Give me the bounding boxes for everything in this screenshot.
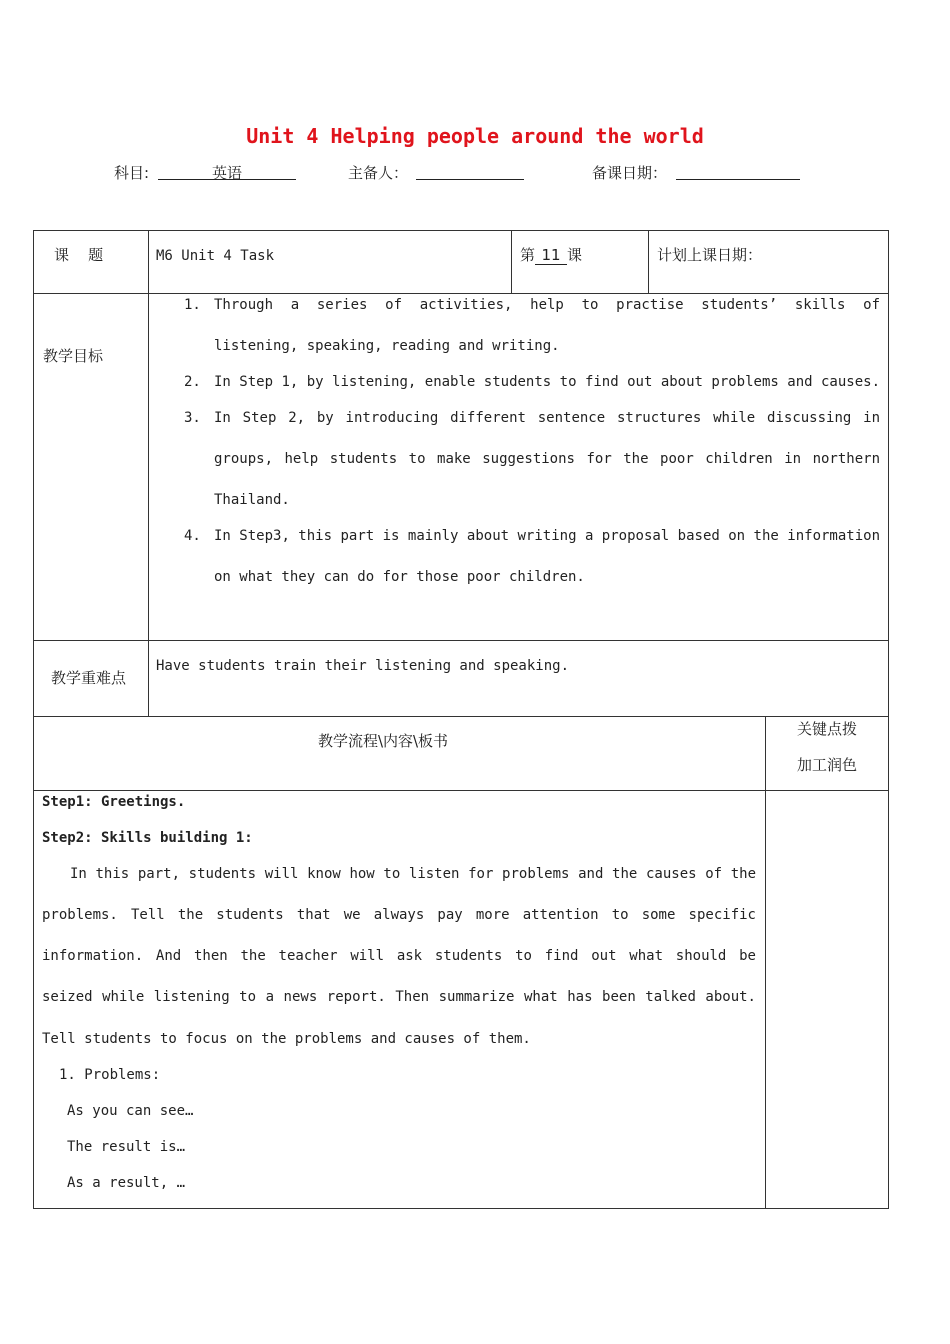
process-header: 教学流程\内容\板书 <box>317 732 449 750</box>
paragraph-line: In this part, students will know how to listen for problems and the causes of the <box>70 866 756 882</box>
objectives-label: 教学目标 <box>43 347 104 365</box>
topic-label <box>54 245 103 265</box>
phrase-item: As you can see… <box>67 1103 194 1119</box>
step2-heading: Step2: Skills building 1: <box>42 830 253 846</box>
key-points-text: Have students train their listening and speaking. <box>156 658 570 674</box>
paragraph-line: Tell students to focus on the problems and causes of them. <box>42 1031 531 1047</box>
objective-line: In Step 1, by listening, enable students to find out about problems and causes. <box>214 374 880 390</box>
lesson-prefix: 第 <box>520 246 536 264</box>
meta-row <box>0 162 950 184</box>
lesson-suffix: 课 <box>567 246 583 264</box>
lesson-number: 11 <box>535 247 567 265</box>
plan-date-label: 计划上课日期： <box>657 246 763 264</box>
side-header-line2: 加工润色 <box>796 756 857 774</box>
objective-line: listening, speaking, reading and writing. <box>214 338 560 354</box>
objective-line: on what they can do for those poor children. <box>214 569 585 585</box>
objective-number: 4. <box>184 528 201 544</box>
topic-label-text: 课 题 <box>54 246 104 264</box>
document-title: Unit 4 Helping people around the world <box>246 124 704 148</box>
objective-line: groups, help students to make suggestions for the poor children in northern <box>214 451 880 467</box>
subject-label: 科目: <box>114 164 150 182</box>
objective-line: Thailand. <box>214 492 290 508</box>
objective-line: Through a series of activities, help to practise students’ skills of <box>214 297 880 313</box>
paragraph-line: information. And then the teacher will ask students to find out what should be <box>42 948 756 964</box>
topic-value: M6 Unit 4 Task <box>156 248 275 264</box>
objective-number: 3. <box>184 410 201 426</box>
objective-line: In Step3, this part is mainly about writing a proposal based on the information <box>214 528 880 544</box>
date-label: 备课日期： <box>592 164 668 182</box>
paragraph-line: problems. Tell the students that we always pay more attention to some specific <box>42 907 756 923</box>
date-field <box>676 162 800 180</box>
paragraph-line: seized while listening to a news report. Then summarize what has been talked about. <box>42 989 756 1005</box>
objective-number: 1. <box>184 297 201 313</box>
problems-heading: 1. Problems: <box>59 1067 161 1083</box>
subject-field <box>158 162 296 180</box>
phrase-item: As a result, … <box>67 1175 186 1191</box>
key-points-label: 教学重难点 <box>51 669 127 687</box>
preparer-label: 主备人： <box>348 164 409 182</box>
side-header-line1: 关键点拨 <box>796 720 857 738</box>
objective-number: 2. <box>184 374 201 390</box>
subject-value: 英语 <box>211 164 242 182</box>
step1-heading: Step1: Greetings. <box>42 794 186 810</box>
preparer-field <box>416 162 524 180</box>
lesson-number-cell <box>520 245 582 265</box>
phrase-item: The result is… <box>67 1139 186 1155</box>
objective-line: In Step 2, by introducing different sentence structures while discussing in <box>214 410 880 426</box>
